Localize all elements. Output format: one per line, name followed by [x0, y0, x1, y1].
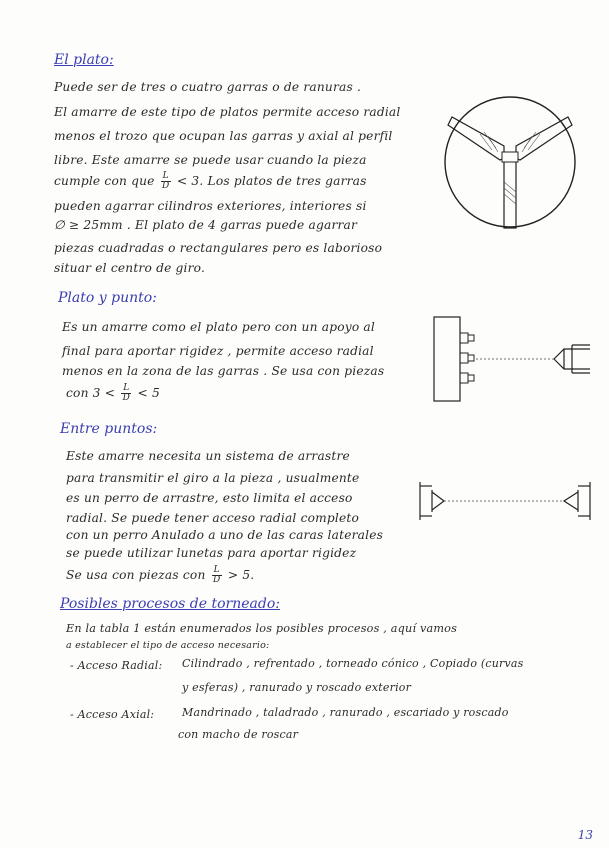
- entre-line-3: es un perro de arrastre, esto limita el acceso: [66, 491, 353, 505]
- heading-procesos: Posibles procesos de torneado:: [60, 596, 280, 612]
- entre-line-7b: > 5.: [227, 568, 255, 582]
- plato-line-7: ∅ ≥ 25mm . El plato de 4 garras puede agarrar: [54, 218, 358, 232]
- frac-den: D: [162, 181, 170, 191]
- procesos-axial-list-2: con macho de roscar: [178, 728, 299, 741]
- plato-line-4: libre. Este amarre se puede usar cuando la pieza: [54, 153, 367, 167]
- frac-num-2: L: [123, 383, 130, 393]
- ratio-fraction-3: [212, 566, 222, 585]
- frac-num-3: L: [213, 565, 220, 575]
- plato-punto-line-1: Es un amarre como el plato pero con un apoyo al: [62, 320, 375, 334]
- plato-line-6: pueden agarrar cilindros exteriores, interiores si: [54, 199, 367, 213]
- entre-line-4: radial. Se puede tener acceso radial completo: [66, 511, 360, 525]
- plato-punto-line-4: [66, 384, 160, 403]
- plato-line-5a: cumple con que: [54, 174, 155, 188]
- between-centers-figure: [416, 478, 594, 524]
- page-number: 13: [577, 828, 593, 842]
- plato-punto-line-2: final para aportar rigidez , permite acceso radial: [62, 344, 374, 358]
- ratio-fraction: [161, 172, 171, 191]
- entre-line-6: se puede utilizar lunetas para aportar rigidez: [66, 546, 357, 560]
- plato-line-3: menos el trozo que ocupan las garras y axial al perfil: [54, 129, 393, 143]
- entre-line-7a: Se usa con piezas con: [66, 568, 206, 582]
- entre-line-2: para transmitir el giro a la pieza , usualmente: [66, 471, 360, 485]
- procesos-line-1: En la tabla 1 están enumerados los posibles procesos , aquí vamos: [66, 622, 458, 635]
- frac-rel: < 3: [176, 174, 200, 188]
- plato-line-5b: . Los platos de tres garras: [199, 174, 367, 188]
- frac-den-3: D: [212, 575, 221, 585]
- chuck-and-center-figure: [432, 315, 592, 405]
- plato-punto-line-3: menos en la zona de las garras . Se usa con piezas: [62, 364, 385, 378]
- plato-line-1: Puede ser de tres o cuatro garras o de ranuras .: [54, 80, 362, 94]
- plato-line-8: piezas cuadradas o rectangulares pero es laborioso: [54, 241, 383, 255]
- procesos-radial-list-2: y esferas) , ranurado y roscado exterior: [182, 681, 412, 694]
- plato-line-5: [54, 172, 367, 191]
- three-jaw-chuck-figure: [440, 92, 580, 234]
- heading-plato: El plato:: [54, 52, 114, 68]
- entre-line-5: con un perro Anulado a uno de las caras laterales: [66, 528, 384, 542]
- ratio-fraction-2: [121, 384, 131, 403]
- procesos-radial-label: - Acceso Radial:: [70, 659, 163, 672]
- heading-entre-puntos: Entre puntos:: [60, 421, 158, 437]
- procesos-axial-list: Mandrinado , taladrado , ranurado , escariado y roscado: [182, 706, 509, 719]
- frac-den-2: D: [122, 393, 131, 403]
- plato-line-2: El amarre de este tipo de platos permite acceso radial: [54, 105, 401, 119]
- heading-plato-punto: Plato y punto:: [58, 290, 157, 306]
- procesos-radial-list: Cilindrado , refrentado , torneado cónico , Copiado (curvas: [182, 657, 524, 670]
- frac-num: L: [162, 171, 169, 181]
- procesos-axial-label: - Acceso Axial:: [70, 708, 155, 721]
- entre-line-7: [66, 566, 254, 585]
- plato-punto-line-4b: < 5: [137, 386, 160, 400]
- entre-line-1: Este amarre necesita un sistema de arrastre: [66, 449, 350, 463]
- plato-punto-line-4a: con 3 <: [66, 386, 116, 400]
- procesos-line-2: a establecer el tipo de acceso necesario:: [66, 640, 270, 651]
- plato-line-9: situar el centro de giro.: [54, 261, 206, 275]
